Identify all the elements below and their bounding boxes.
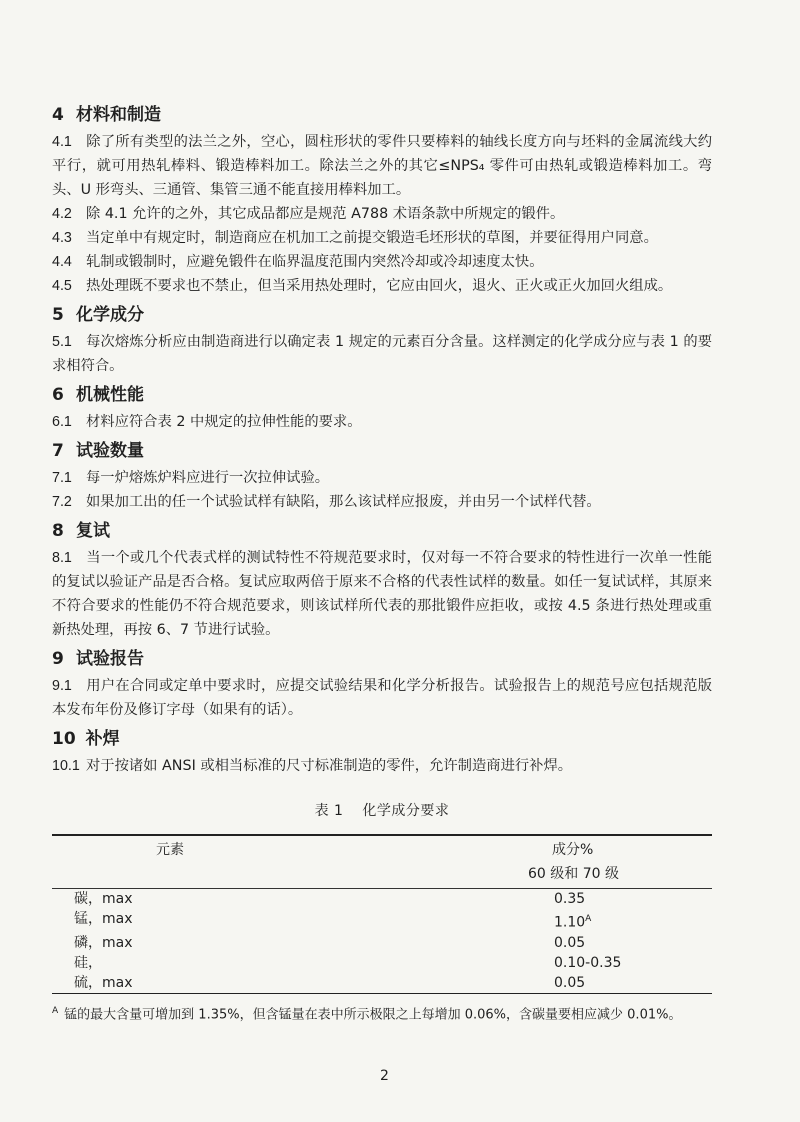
element-cell: 锰，max (74, 911, 133, 927)
clause-text: 每次熔炼分析应由制造商进行以确定表 1 规定的元素百分含量。这样测定的化学成分应与表 1 的要求相符合。 (52, 334, 712, 374)
clause-text: 当定单中有规定时，制造商应在机加工之前提交锻造毛坯形状的草图，并要征得用户同意。 (86, 230, 658, 246)
section-number: 10 (52, 729, 76, 749)
section-heading-6 (52, 384, 712, 406)
table-header-element: 元素 (156, 842, 184, 858)
section-title: 补焊 (85, 729, 120, 749)
value-text: 0.05 (554, 974, 586, 991)
element-cell: 碳，max (74, 891, 133, 907)
value-cell (456, 909, 712, 933)
clause-text: 材料应符合表 2 中规定的拉伸性能的要求。 (86, 414, 362, 430)
value-text: 0.35 (554, 891, 586, 907)
clause-number: 4.1 (52, 134, 72, 150)
clause-4-1 (52, 130, 712, 202)
value-cell (456, 933, 712, 953)
clause-text: 每一炉熔炼炉料应进行一次拉伸试验。 (86, 470, 330, 486)
element-cell: 硅， (74, 954, 102, 971)
table-row (52, 889, 712, 910)
clause-4-5 (52, 274, 712, 298)
value-text: 0.10-0.35 (554, 954, 622, 971)
clause-4-3 (52, 226, 712, 250)
clause-text: 如果加工出的任一个试验试样有缺陷，那么该试样应报废，并由另一个试样代替。 (86, 494, 601, 510)
clause-number: 4.5 (52, 278, 72, 294)
section-number: 4 (52, 105, 64, 125)
section-title: 材料和制造 (76, 105, 161, 125)
section-number: 6 (52, 385, 64, 405)
element-cell: 磷，max (74, 934, 133, 951)
clause-text: 轧制或锻制时，应避免锻件在临界温度范围内突然冷却或冷却速度太快。 (86, 254, 544, 270)
section-number: 9 (52, 649, 64, 669)
chemical-composition-table (52, 834, 712, 994)
clause-7-2 (52, 490, 712, 514)
clause-number: 7.1 (52, 470, 72, 486)
section-heading-7 (52, 440, 712, 462)
table-row (52, 973, 712, 994)
clause-text: 除 4.1 允许的之外，其它成品都应是规范 A788 术语条款中所规定的锻件。 (86, 206, 565, 222)
clause-10-1 (52, 754, 712, 778)
value-text: 1.10 (554, 914, 586, 931)
table-header-grade: 60 级和 70 级 (528, 866, 619, 882)
table-row (52, 909, 712, 933)
footnote-text: 锰的最大含量可增加到 1.35%，但含锰量在表中所示极限之上每增加 0.06%，含碳量要相应减少 0.01%。 (64, 1006, 682, 1022)
footnote-ref: A (585, 914, 592, 924)
clause-text: 用户在合同或定单中要求时，应提交试验结果和化学分析报告。试验报告上的规范号应包括规范版本发布年份及修订字母（如果有的话）。 (52, 678, 712, 718)
table-row (52, 933, 712, 953)
section-number: 5 (52, 305, 64, 325)
clause-number: 7.2 (52, 494, 72, 510)
clause-number: 9.1 (52, 678, 72, 694)
page-number: 2 (380, 1068, 389, 1084)
clause-number: 6.1 (52, 414, 72, 430)
sections-container (52, 104, 712, 778)
table-header-composition: 成分% (552, 842, 594, 858)
clause-text: 除了所有类型的法兰之外，空心，圆柱形状的零件只要棒料的轴线长度方向与坯料的金属流线大约平行，就可用热轧棒料、锻造棒料加工。除法兰之外的其它≤NPS₄ 零件可由热轧或锻造棒料加工。弯头、U 形弯头、三通管、集管三通不能直接用棒料加工。 (52, 134, 712, 198)
clause-number: 4.4 (52, 254, 72, 270)
clause-number: 10.1 (52, 758, 80, 774)
value-text: 0.05 (554, 934, 586, 951)
section-number: 7 (52, 441, 64, 461)
table-caption (52, 800, 712, 820)
clause-9-1 (52, 674, 712, 722)
section-title: 机械性能 (76, 385, 144, 405)
table-footnote (52, 1002, 712, 1024)
clause-8-1 (52, 546, 712, 642)
section-heading-4 (52, 104, 712, 126)
clause-text: 当一个或几个代表式样的测试特性不符规范要求时，仅对每一不符合要求的特性进行一次单一性能的复试以验证产品是否合格。复试应取两倍于原来不合格的代表性试样的数量。如任一复试试样，其原来不符合要求的性能仍不符合规范要求，则该试样所代表的那批锻件应拒收，或按 4.5 条进行热处理或重新热处理，再按 6、7 节进行试验。 (52, 550, 712, 638)
section-heading-5 (52, 304, 712, 326)
clause-number: 4.2 (52, 206, 72, 222)
table-caption-title: 化学成分要求 (362, 803, 450, 819)
value-cell (456, 973, 712, 994)
clause-5-1 (52, 330, 712, 378)
table-caption-number: 表 1 (314, 803, 344, 819)
footnote-mark: A (52, 1005, 59, 1016)
element-cell: 硫，max (74, 974, 133, 991)
clause-number: 8.1 (52, 550, 72, 566)
section-heading-10 (52, 728, 712, 750)
clause-4-2 (52, 202, 712, 226)
section-title: 试验报告 (76, 649, 144, 669)
section-number: 8 (52, 521, 64, 541)
clause-number: 5.1 (52, 334, 72, 350)
clause-text: 对于按诸如 ANSI 或相当标准的尺寸标准制造的零件，允许制造商进行补焊。 (86, 758, 573, 774)
table-row (52, 953, 712, 973)
clause-number: 4.3 (52, 230, 72, 246)
clause-6-1 (52, 410, 712, 434)
clause-text: 热处理既不要求也不禁止，但当采用热处理时，它应由回火，退火、正火或正火加回火组成。 (86, 278, 673, 294)
section-title: 复试 (76, 521, 110, 541)
section-heading-9 (52, 648, 712, 670)
section-title: 化学成分 (76, 305, 144, 325)
value-cell (456, 953, 712, 973)
section-title: 试验数量 (76, 441, 144, 461)
table-header-spacer (52, 860, 456, 889)
clause-4-4 (52, 250, 712, 274)
clause-7-1 (52, 466, 712, 490)
section-heading-8 (52, 520, 712, 542)
value-cell (456, 889, 712, 910)
